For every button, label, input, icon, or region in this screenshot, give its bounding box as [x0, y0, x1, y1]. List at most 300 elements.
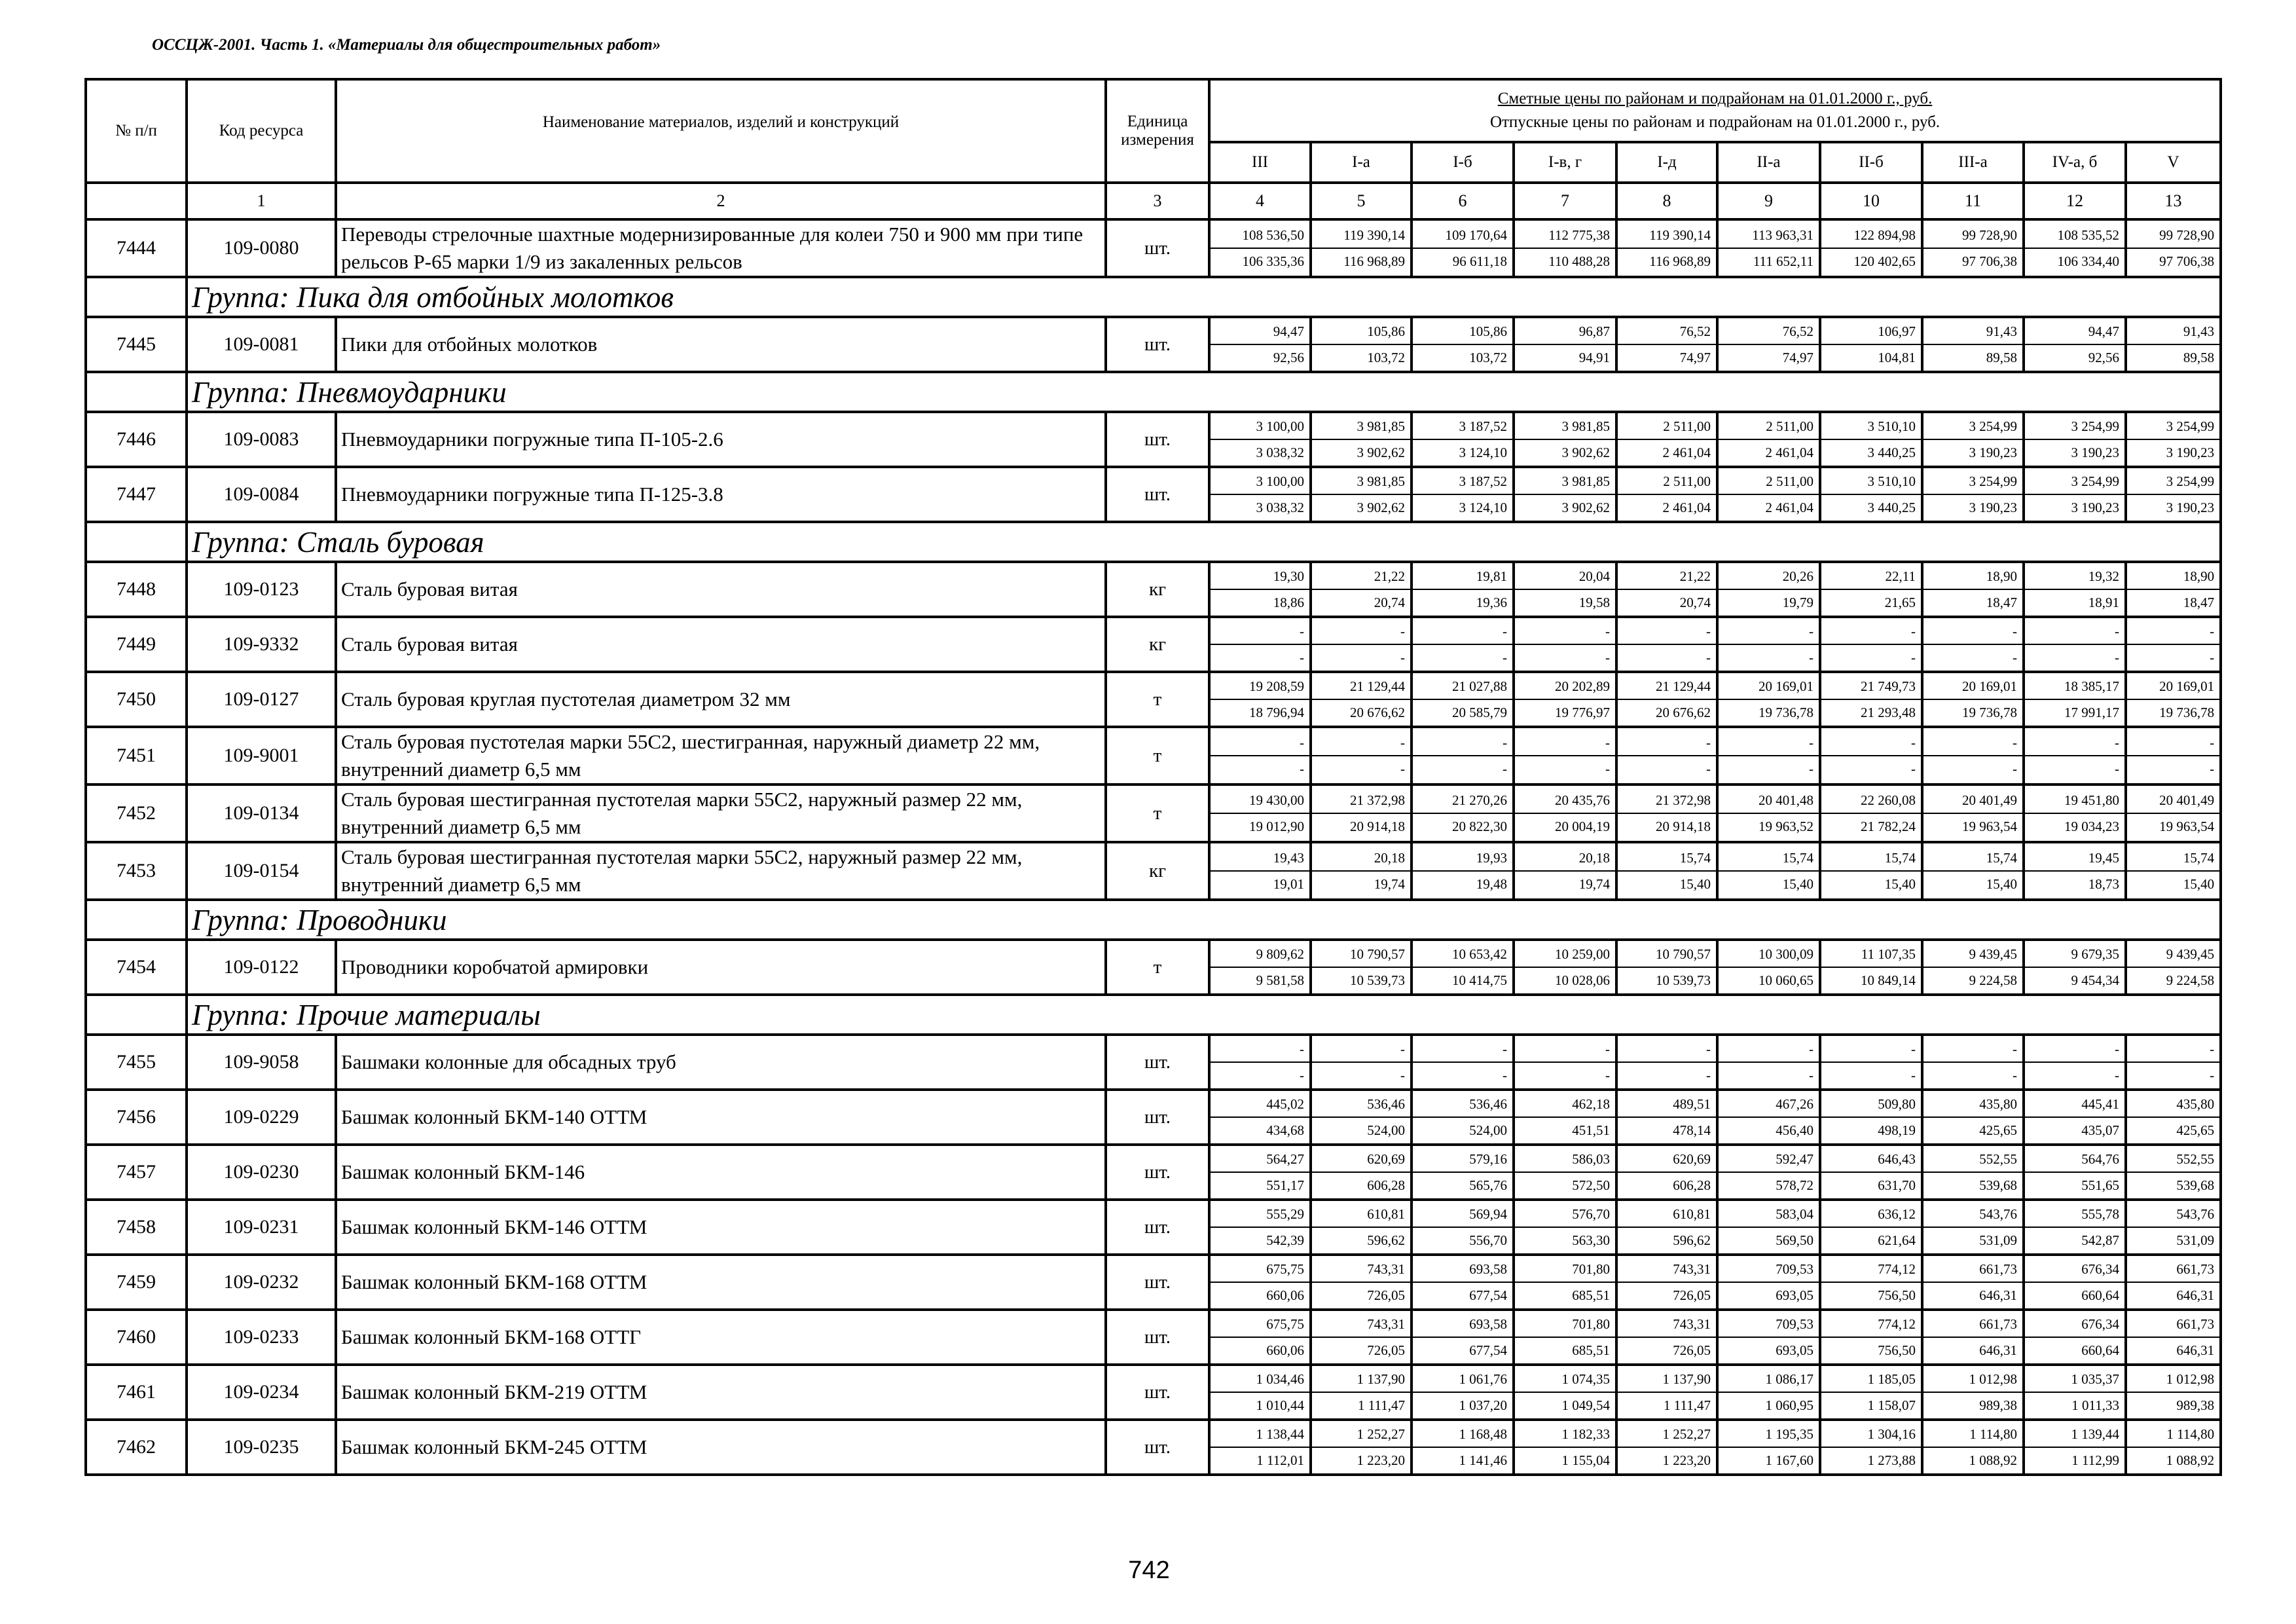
release-price: 726,05	[1673, 1287, 1711, 1303]
price-cell	[2024, 1420, 2126, 1475]
column-number-blank	[86, 183, 187, 219]
price-cell	[1412, 672, 1514, 727]
group-name: Группа: Проводники	[187, 900, 2221, 940]
estimated-price: 108 535,52	[2025, 223, 2124, 249]
estimated-price: 646,43	[1821, 1147, 1921, 1173]
estimated-price: 21 027,88	[1413, 674, 1512, 700]
price-cell	[2024, 842, 2126, 900]
release-price: 15,40	[1884, 876, 1916, 892]
release-price: 19 012,90	[1249, 819, 1304, 834]
price-cell	[1922, 1255, 2024, 1310]
release-price: -	[1706, 761, 1711, 777]
release-price: -	[1605, 650, 1610, 665]
price-cell	[1616, 842, 1717, 900]
table-row	[86, 1420, 2221, 1475]
estimated-price: 1 138,44	[1211, 1422, 1309, 1448]
price-cell	[2024, 784, 2126, 842]
estimated-price: 489,51	[1618, 1092, 1716, 1118]
release-price: 542,87	[2081, 1232, 2119, 1248]
estimated-price: 709,53	[1719, 1257, 1819, 1283]
price-cell	[1717, 727, 1820, 784]
price-cell	[1514, 672, 1616, 727]
price-cell	[1412, 1145, 1514, 1200]
release-price: 9 224,58	[2166, 972, 2215, 988]
price-cell	[1412, 1310, 1514, 1365]
release-price: 756,50	[1878, 1287, 1916, 1303]
estimated-price: 3 187,52	[1413, 469, 1512, 495]
estimated-price: -	[1719, 619, 1819, 645]
estimated-price: -	[1211, 730, 1309, 756]
header-region: II-а	[1717, 142, 1820, 183]
estimated-price: 21,22	[1312, 564, 1410, 590]
estimated-price: 592,47	[1719, 1147, 1819, 1173]
price-cell	[2126, 1035, 2221, 1090]
price-cell	[1311, 1365, 1412, 1420]
resource-code: 109-9332	[187, 617, 336, 672]
unit-of-measure: шт.	[1106, 1035, 1209, 1090]
estimated-price: 701,80	[1515, 1257, 1615, 1283]
estimated-price: 1 252,27	[1618, 1422, 1716, 1448]
estimated-price: 610,81	[1618, 1202, 1716, 1228]
price-cell	[2126, 727, 2221, 784]
release-price: 19,48	[1476, 876, 1507, 892]
estimated-price: 20,04	[1515, 564, 1615, 590]
price-cell	[1820, 317, 1922, 372]
release-price: 693,05	[1776, 1287, 1813, 1303]
price-cell	[1820, 562, 1922, 617]
estimated-price: 15,74	[1618, 845, 1716, 872]
price-cell	[1922, 562, 2024, 617]
row-number: 7451	[86, 727, 187, 784]
release-price: -	[1400, 650, 1405, 665]
resource-code: 109-0229	[187, 1090, 336, 1145]
table-row	[86, 940, 2221, 995]
price-cell	[1311, 940, 1412, 995]
estimated-price: 1 195,35	[1719, 1422, 1819, 1448]
release-price: 1 088,92	[1969, 1452, 2017, 1468]
estimated-price: 676,34	[2025, 1312, 2124, 1338]
price-cell	[1514, 1420, 1616, 1475]
price-cell	[1209, 1365, 1311, 1420]
release-price: 660,64	[2081, 1342, 2119, 1358]
price-cell	[1820, 672, 1922, 727]
material-name: Сталь буровая витая	[336, 562, 1106, 617]
header-estimated-prices: Сметные цены по районам и подрайонам на 01.01.2000 г., руб.	[1497, 90, 1933, 107]
table-row	[86, 617, 2221, 672]
price-cell	[2126, 1310, 2221, 1365]
unit-of-measure: т	[1106, 672, 1209, 727]
price-cell	[1209, 940, 1311, 995]
release-price: 3 038,32	[1256, 500, 1304, 515]
estimated-price: 569,94	[1413, 1202, 1512, 1228]
row-number: 7444	[86, 219, 187, 277]
estimated-price: 3 254,99	[2127, 469, 2219, 495]
table-row	[86, 842, 2221, 900]
price-cell	[2024, 1200, 2126, 1255]
header-code: Код ресурса	[187, 79, 336, 183]
release-price: 685,51	[1572, 1287, 1610, 1303]
estimated-price: 9 809,62	[1211, 942, 1309, 968]
release-price: 1 037,20	[1459, 1397, 1507, 1413]
price-cell	[1717, 1035, 1820, 1090]
release-price: 20 914,18	[1656, 819, 1711, 834]
estimated-price: 99 728,90	[1923, 223, 2022, 249]
price-cell	[1311, 1310, 1412, 1365]
release-price: 531,09	[1979, 1232, 2017, 1248]
price-cell	[1717, 317, 1820, 372]
release-price: -	[2210, 1067, 2215, 1083]
estimated-price: 743,31	[1618, 1257, 1716, 1283]
release-price: 18,47	[2183, 595, 2215, 610]
price-cell	[2126, 1420, 2221, 1475]
resource-code: 109-0234	[187, 1365, 336, 1420]
price-cell	[1514, 727, 1616, 784]
estimated-price: 20 169,01	[2127, 674, 2219, 700]
estimated-price: 1 139,44	[2025, 1422, 2124, 1448]
estimated-price: 76,52	[1719, 319, 1819, 345]
unit-of-measure: кг	[1106, 842, 1209, 900]
estimated-price: 661,73	[2127, 1312, 2219, 1338]
price-cell	[1209, 1420, 1311, 1475]
release-price: 97 706,38	[2159, 253, 2215, 269]
price-cell	[1209, 219, 1311, 277]
release-price: 3 440,25	[1867, 500, 1916, 515]
estimated-price: 555,29	[1211, 1202, 1309, 1228]
price-cell	[2024, 1365, 2126, 1420]
price-cell	[1717, 1145, 1820, 1200]
header-region: IV-а, б	[2024, 142, 2126, 183]
price-cell	[1616, 1035, 1717, 1090]
estimated-price: 1 252,27	[1312, 1422, 1410, 1448]
estimated-price: 1 012,98	[1923, 1367, 2022, 1393]
resource-code: 109-0235	[187, 1420, 336, 1475]
estimated-price: 113 963,31	[1719, 223, 1819, 249]
price-cell	[1616, 1310, 1717, 1365]
price-cell	[1616, 940, 1717, 995]
release-price: 606,28	[1367, 1177, 1405, 1193]
price-cell	[1717, 562, 1820, 617]
release-price: -	[1503, 761, 1507, 777]
release-price: 646,31	[1979, 1342, 2017, 1358]
price-cell	[1311, 1200, 1412, 1255]
release-price: 425,65	[1979, 1122, 2017, 1138]
price-cell	[1412, 940, 1514, 995]
table-row	[86, 672, 2221, 727]
price-cell	[1922, 672, 2024, 727]
price-cell	[1412, 412, 1514, 467]
estimated-price: 91,43	[1923, 319, 2022, 345]
release-price: -	[2115, 761, 2119, 777]
release-price: 425,65	[2176, 1122, 2215, 1138]
estimated-price: 536,46	[1312, 1092, 1410, 1118]
estimated-price: 15,74	[1923, 845, 2022, 872]
estimated-price: 774,12	[1821, 1257, 1921, 1283]
estimated-price: 3 254,99	[2025, 414, 2124, 440]
price-cell	[1412, 1255, 1514, 1310]
estimated-price: 620,69	[1618, 1147, 1716, 1173]
release-price: -	[1300, 650, 1304, 665]
price-cell	[2126, 1255, 2221, 1310]
group-name: Группа: Сталь буровая	[187, 522, 2221, 562]
resource-code: 109-0081	[187, 317, 336, 372]
estimated-price: 467,26	[1719, 1092, 1819, 1118]
price-cell	[2126, 219, 2221, 277]
price-cell	[1311, 317, 1412, 372]
release-price: 3 190,23	[2071, 500, 2119, 515]
row-number: 7455	[86, 1035, 187, 1090]
estimated-price: -	[2025, 1037, 2124, 1063]
estimated-price: 22 260,08	[1821, 788, 1921, 814]
price-cell	[1616, 1090, 1717, 1145]
price-cell	[1311, 617, 1412, 672]
header-region: I-в, г	[1514, 142, 1616, 183]
release-price: 726,05	[1367, 1342, 1405, 1358]
release-price: 19,79	[1782, 595, 1813, 610]
unit-of-measure: шт.	[1106, 1365, 1209, 1420]
release-price: 89,58	[2183, 350, 2215, 365]
price-cell	[1820, 1365, 1922, 1420]
release-price: 606,28	[1673, 1177, 1711, 1193]
header-release-prices: Отпускные цены по районам и подрайонам на 01.01.2000 г., руб.	[1489, 113, 1941, 131]
price-cell	[1717, 1420, 1820, 1475]
group-spacer	[86, 900, 187, 940]
row-number: 7447	[86, 467, 187, 522]
estimated-price: 11 107,35	[1821, 942, 1921, 968]
price-cell	[1209, 784, 1311, 842]
release-price: 989,38	[1979, 1397, 2017, 1413]
price-cell	[1616, 784, 1717, 842]
release-price: 3 190,23	[1969, 500, 2017, 515]
estimated-price: 564,76	[2025, 1147, 2124, 1173]
price-cell	[1514, 1090, 1616, 1145]
estimated-price: 543,76	[1923, 1202, 2022, 1228]
estimated-price: 122 894,98	[1821, 223, 1921, 249]
price-cell	[1514, 317, 1616, 372]
resource-code: 109-9058	[187, 1035, 336, 1090]
price-cell	[1717, 219, 1820, 277]
release-price: 94,91	[1578, 350, 1610, 365]
release-price: 19,58	[1578, 595, 1610, 610]
price-cell	[2024, 412, 2126, 467]
price-cell	[1717, 1200, 1820, 1255]
release-price: 726,05	[1673, 1342, 1711, 1358]
column-number: 10	[1820, 183, 1922, 219]
estimated-price: 2 511,00	[1618, 469, 1716, 495]
release-price: -	[1706, 650, 1711, 665]
estimated-price: 636,12	[1821, 1202, 1921, 1228]
release-price: 10 414,75	[1452, 972, 1507, 988]
price-cell	[1820, 219, 1922, 277]
price-cell	[1311, 467, 1412, 522]
estimated-price: -	[1618, 619, 1716, 645]
release-price: 3 190,23	[1969, 445, 2017, 460]
resource-code: 109-0122	[187, 940, 336, 995]
release-price: 660,64	[2081, 1287, 2119, 1303]
material-name: Пики для отбойных молотков	[336, 317, 1106, 372]
price-cell	[1616, 727, 1717, 784]
release-price: 2 461,04	[1662, 500, 1711, 515]
estimated-price: 20 401,49	[1923, 788, 2022, 814]
estimated-price: 661,73	[1923, 1312, 2022, 1338]
release-price: 116 968,89	[1343, 253, 1405, 269]
row-number: 7449	[86, 617, 187, 672]
price-cell	[1922, 617, 2024, 672]
estimated-price: 2 511,00	[1719, 469, 1819, 495]
estimated-price: 108 536,50	[1211, 223, 1309, 249]
release-price: 111 652,11	[1753, 253, 1813, 269]
estimated-price: 20 435,76	[1515, 788, 1615, 814]
price-cell	[1209, 1145, 1311, 1200]
column-number: 5	[1311, 183, 1412, 219]
estimated-price: -	[1413, 730, 1512, 756]
estimated-price: 701,80	[1515, 1312, 1615, 1338]
price-cell	[1616, 617, 1717, 672]
estimated-price: 21 372,98	[1312, 788, 1410, 814]
price-cell	[1412, 1365, 1514, 1420]
price-cell	[1311, 672, 1412, 727]
price-cell	[1717, 1365, 1820, 1420]
release-price: 19 736,78	[1758, 705, 1813, 720]
release-price: -	[1400, 1067, 1405, 1083]
price-cell	[1209, 317, 1311, 372]
table-row	[86, 1310, 2221, 1365]
price-cell	[1514, 784, 1616, 842]
estimated-price: -	[1312, 1037, 1410, 1063]
release-price: 685,51	[1572, 1342, 1610, 1358]
resource-code: 109-0134	[187, 784, 336, 842]
release-price: 1 112,99	[2071, 1452, 2119, 1468]
material-name: Башмак колонный БКМ-168 ОТТГ	[336, 1310, 1106, 1365]
release-price: 2 461,04	[1765, 445, 1813, 460]
estimated-price: 445,41	[2025, 1092, 2124, 1118]
release-price: 110 488,28	[1548, 253, 1610, 269]
group-spacer	[86, 372, 187, 412]
row-number: 7462	[86, 1420, 187, 1475]
release-price: 572,50	[1572, 1177, 1610, 1193]
estimated-price: 21 129,44	[1618, 674, 1716, 700]
release-price: 15,40	[1986, 876, 2017, 892]
release-price: 539,68	[1979, 1177, 2017, 1193]
group-name: Группа: Прочие материалы	[187, 995, 2221, 1035]
release-price: 596,62	[1367, 1232, 1405, 1248]
estimated-price: 509,80	[1821, 1092, 1921, 1118]
unit-of-measure: кг	[1106, 562, 1209, 617]
release-price: -	[1809, 650, 1813, 665]
release-price: 1 049,54	[1561, 1397, 1610, 1413]
material-name: Сталь буровая круглая пустотелая диаметром 32 мм	[336, 672, 1106, 727]
price-cell	[1820, 1145, 1922, 1200]
estimated-price: 3 254,99	[2025, 469, 2124, 495]
release-price: 2 461,04	[1662, 445, 1711, 460]
release-price: 3 440,25	[1867, 445, 1916, 460]
release-price: -	[2013, 650, 2017, 665]
release-price: 3 124,10	[1459, 445, 1507, 460]
estimated-price: 675,75	[1211, 1312, 1309, 1338]
row-number: 7450	[86, 672, 187, 727]
price-cell	[2024, 940, 2126, 995]
estimated-price: 94,47	[2025, 319, 2124, 345]
estimated-price: 543,76	[2127, 1202, 2219, 1228]
price-cell	[1717, 784, 1820, 842]
release-price: 20 004,19	[1555, 819, 1610, 834]
release-price: 20 914,18	[1350, 819, 1405, 834]
estimated-price: 774,12	[1821, 1312, 1921, 1338]
estimated-price: 10 300,09	[1719, 942, 1819, 968]
estimated-price: 1 074,35	[1515, 1367, 1615, 1393]
header-name	[336, 79, 1106, 183]
table-row	[86, 317, 2221, 372]
price-cell	[1311, 1255, 1412, 1310]
price-cell	[2024, 317, 2126, 372]
price-cell	[1209, 1310, 1311, 1365]
estimated-price: 94,47	[1211, 319, 1309, 345]
release-price: 20,74	[1374, 595, 1405, 610]
estimated-price: 20 401,48	[1719, 788, 1819, 814]
release-price: 19,36	[1476, 595, 1507, 610]
row-number: 7456	[86, 1090, 187, 1145]
material-name: Переводы стрелочные шахтные модернизированные для колеи 750 и 900 мм при типе рельсов Р-65 марки 1/9 из закаленных рельсов	[336, 219, 1106, 277]
release-price: -	[1400, 761, 1405, 777]
estimated-price: -	[1821, 1037, 1921, 1063]
group-spacer	[86, 277, 187, 317]
table-row	[86, 1255, 2221, 1310]
row-number: 7460	[86, 1310, 187, 1365]
release-price: -	[1503, 650, 1507, 665]
estimated-price: 693,58	[1413, 1257, 1512, 1283]
estimated-price: 552,55	[2127, 1147, 2219, 1173]
price-cell	[2024, 1255, 2126, 1310]
release-price: 1 088,92	[2166, 1452, 2215, 1468]
material-name: Башмак колонный БКМ-245 ОТТМ	[336, 1420, 1106, 1475]
release-price: 9 454,34	[2071, 972, 2119, 988]
unit-of-measure: шт.	[1106, 1255, 1209, 1310]
resource-code: 109-9001	[187, 727, 336, 784]
release-price: 15,40	[2183, 876, 2215, 892]
header-region: I-б	[1412, 142, 1514, 183]
page-number: 742	[1128, 1557, 1170, 1584]
estimated-price: -	[1211, 1037, 1309, 1063]
unit-of-measure: шт.	[1106, 1090, 1209, 1145]
release-price: 693,05	[1776, 1342, 1813, 1358]
release-price: 18,91	[2088, 595, 2119, 610]
price-cell	[1412, 784, 1514, 842]
price-cell	[1412, 1090, 1514, 1145]
estimated-price: 109 170,64	[1413, 223, 1512, 249]
estimated-price: 105,86	[1312, 319, 1410, 345]
release-price: 3 902,62	[1561, 445, 1610, 460]
price-cell	[2126, 842, 2221, 900]
release-price: 9 581,58	[1256, 972, 1304, 988]
table-row	[86, 784, 2221, 842]
price-cell	[1412, 1035, 1514, 1090]
estimated-price: 106,97	[1821, 319, 1921, 345]
price-cell	[2126, 1365, 2221, 1420]
estimated-price: 119 390,14	[1618, 223, 1716, 249]
resource-code: 109-0233	[187, 1310, 336, 1365]
price-cell	[1922, 1145, 2024, 1200]
column-number: 8	[1616, 183, 1717, 219]
estimated-price: 18,90	[1923, 564, 2022, 590]
unit-of-measure: т	[1106, 727, 1209, 784]
price-cell	[1311, 1420, 1412, 1475]
release-price: 20 676,62	[1350, 705, 1405, 720]
price-cell	[1820, 940, 1922, 995]
estimated-price: 76,52	[1618, 319, 1716, 345]
unit-of-measure: шт.	[1106, 1145, 1209, 1200]
estimated-price: 96,87	[1515, 319, 1615, 345]
material-name: Башмак колонный БКМ-168 ОТТМ	[336, 1255, 1106, 1310]
resource-code: 109-0232	[187, 1255, 336, 1310]
